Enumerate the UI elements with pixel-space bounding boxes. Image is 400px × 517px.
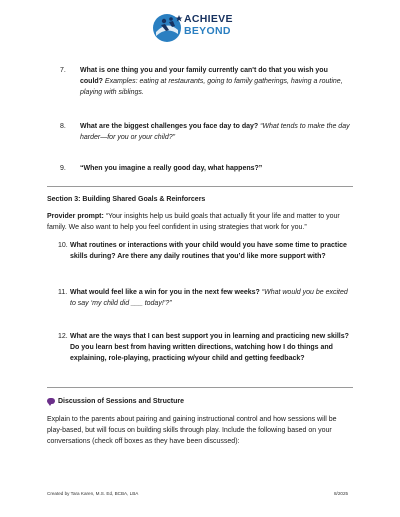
divider	[47, 186, 353, 187]
question-text: What are the ways that I can best support you in learning and practicing new skills? Do you learn best from having written directions, watching how I do things and explaining, role-playing, practicing w/your child and getting feedback?	[70, 333, 349, 362]
question-text: “When you imagine a really good day, what happens?”	[80, 165, 263, 172]
logo-line-1: ACHIEVE	[184, 13, 233, 25]
provider-prompt	[47, 211, 353, 233]
question-text: What would feel like a win for you in the next few weeks?	[70, 289, 260, 296]
divider	[47, 387, 353, 388]
speech-bubble-icon	[47, 398, 55, 404]
question-number: 11.	[58, 289, 68, 296]
discussion-title-row	[47, 398, 184, 405]
footer-credit: Created by Tara Karen, M.S. Ed, BCBA, LBA	[47, 491, 139, 496]
question-prompt: “What would you be excited to say ‘my child did ___ today!’?”	[70, 289, 348, 307]
question-examples: Examples: eating at restaurants, going to family gatherings, having a routine, playing with siblings.	[80, 78, 343, 96]
discussion-title: Discussion of Sessions and Structure	[58, 398, 185, 405]
question-text: What are the biggest challenges you face day to day?	[80, 123, 259, 130]
question-number: 10.	[58, 242, 68, 249]
logo-line-2: BEYOND	[184, 25, 231, 37]
discussion-text: Explain to the parents about pairing and gaining instructional control and how sessions will be play-based, but will focus on building skills through play. Include the following based on your conversations (check off boxes as they have been discussed):	[47, 416, 337, 445]
question-prompt: “What tends to make the day harder—for you or your child?”	[80, 123, 350, 141]
provider-prompt-text: “Your insights help us build goals that actually fit your life and matter to your family. We also want to help you feel confident in using strategies that work for you.”	[47, 213, 340, 231]
question-text: What routines or interactions with your child would you have some time to practice skills during? Are there any daily routines that you’d like more support with?	[70, 242, 347, 260]
question-number: 9.	[60, 165, 66, 172]
question-number: 8.	[60, 123, 66, 130]
question-text: What is one thing you and your family currently can't do that you wish you could?	[80, 67, 328, 85]
provider-prompt-label: Provider prompt:	[47, 213, 104, 220]
question-number: 12.	[58, 333, 68, 340]
footer-date: 8/2025	[334, 491, 349, 496]
section-3-title: Section 3: Building Shared Goals & Reinforcers	[47, 196, 206, 203]
logo-wordmark	[184, 13, 233, 37]
question-number: 7.	[60, 67, 66, 74]
